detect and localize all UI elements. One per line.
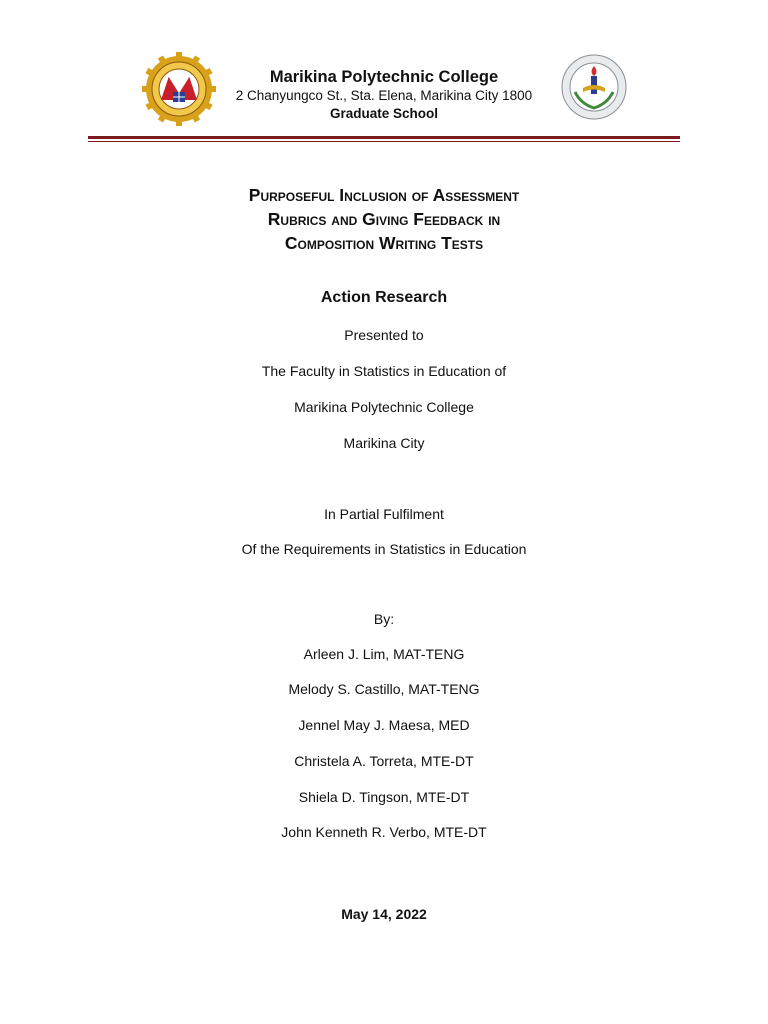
- author-name: Melody S. Castillo, MAT-TENG: [288, 681, 480, 697]
- author-name: John Kenneth R. Verbo, MTE-DT: [281, 824, 487, 840]
- presented-line: Presented to: [344, 327, 424, 343]
- document-subtitle: Action Research: [320, 289, 448, 306]
- author-name: Jennel May J. Maesa, MED: [298, 717, 470, 733]
- presented-line: The Faculty in Statistics in Education of: [261, 363, 507, 379]
- document-title: [0, 183, 768, 255]
- fulfilment-line: In Partial Fulfilment: [324, 506, 444, 522]
- institution-name: Marikina Polytechnic College: [269, 68, 499, 86]
- title-line: Purposeful Inclusion of Assessment: [248, 185, 520, 205]
- presented-line: Marikina Polytechnic College: [294, 399, 474, 415]
- header-divider-thin: [88, 141, 680, 142]
- presented-line: Marikina City: [343, 435, 425, 451]
- author-name: Arleen J. Lim, MAT-TENG: [303, 646, 465, 662]
- document-date: May 14, 2022: [341, 906, 427, 922]
- institution-address: 2 Chanyungco St., Sta. Elena, Marikina City 1800: [235, 88, 533, 103]
- by-label: By:: [373, 611, 395, 627]
- title-line: Rubrics and Giving Feedback in: [267, 209, 501, 229]
- author-name: Shiela D. Tingson, MTE-DT: [298, 789, 470, 805]
- header-divider: [88, 136, 680, 139]
- department-name: Graduate School: [329, 106, 439, 121]
- title-line: Composition Writing Tests: [284, 233, 484, 253]
- fulfilment-line: Of the Requirements in Statistics in Education: [241, 541, 527, 557]
- author-name: Christela A. Torreta, MTE-DT: [294, 753, 474, 769]
